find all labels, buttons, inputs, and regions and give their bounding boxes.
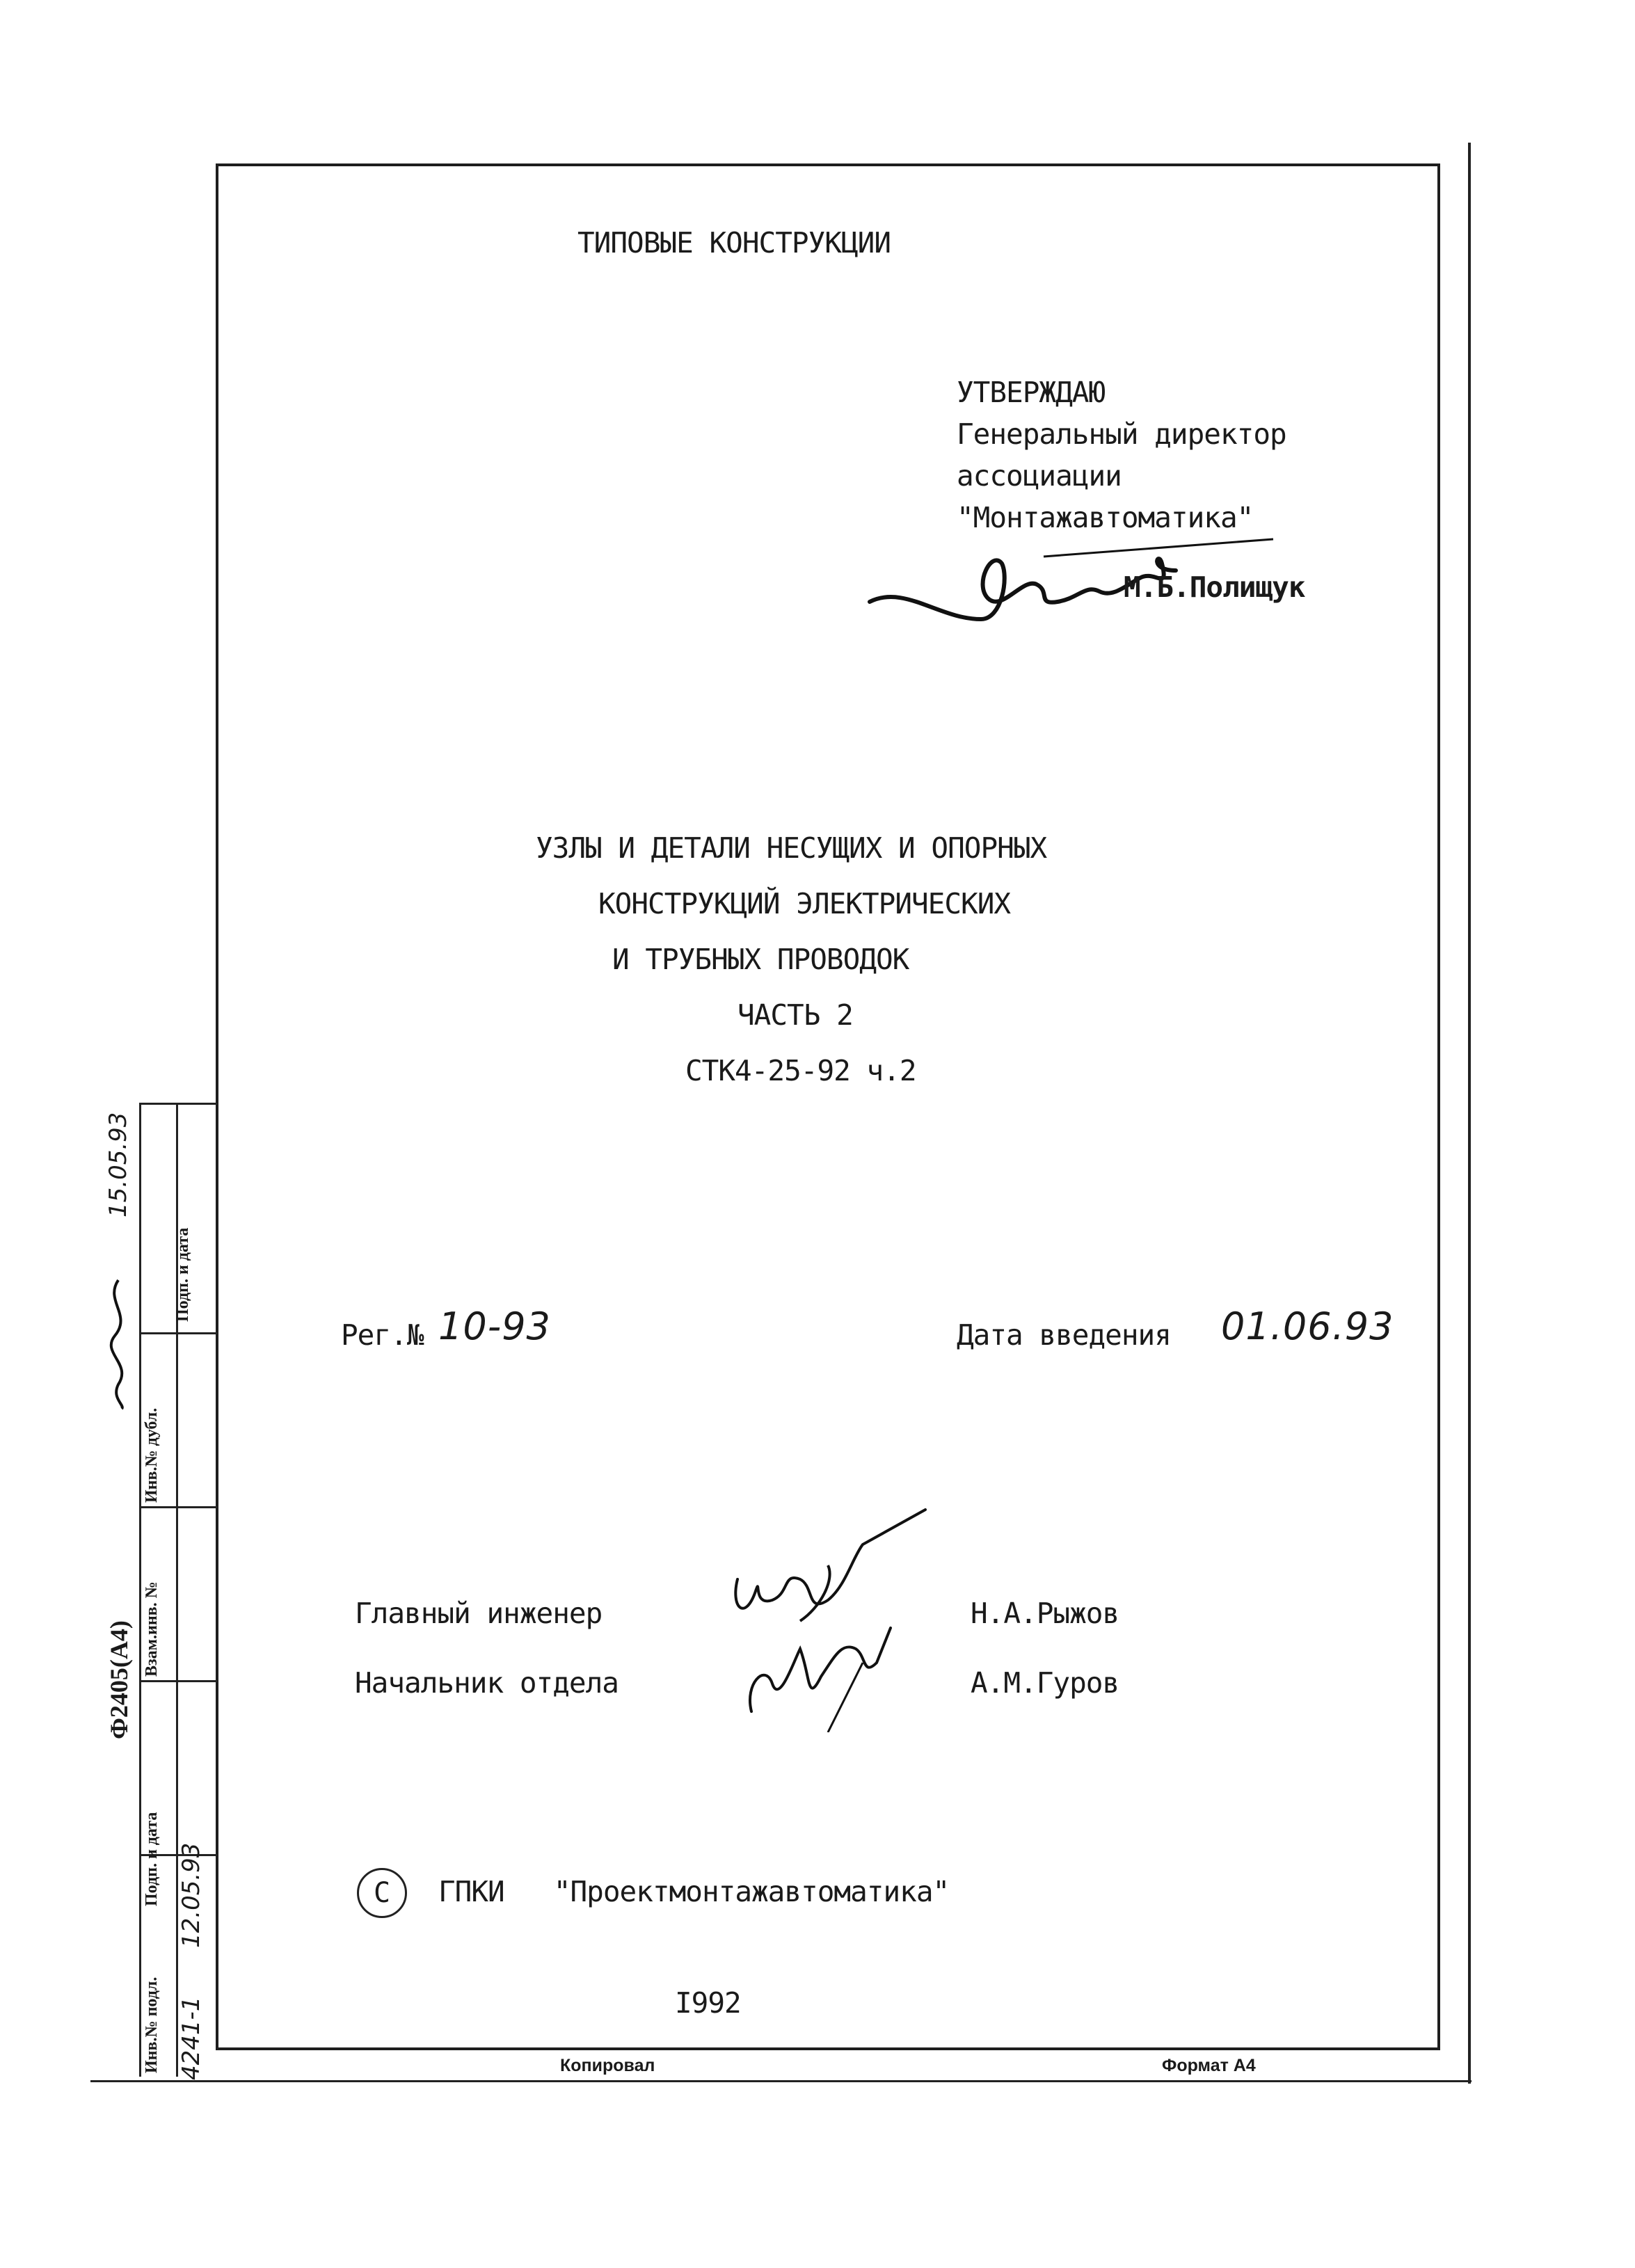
signatory-name-2: А.М.Гуров [971,1666,1119,1700]
stamp-signature [97,1273,139,1412]
engineer-signatures [724,1503,932,1732]
stamp-label-vzam-inv: Взам.инв. № [143,1581,161,1677]
footer-format: Формат А4 [1162,2056,1256,2075]
form-code: Ф2405(А4) [105,1620,133,1739]
stamp-label-inv-podl: Инв.№ подл. [143,1976,161,2073]
reg-value: 10-93 [438,1304,551,1348]
stamp-label-podp-data-2: Подп. и дата [174,1227,192,1322]
title-part: ЧАСТЬ 2 [737,998,853,1032]
approval-org-line1: ассоциации [957,459,1122,493]
footer-copied: Копировал [560,2056,655,2075]
signatory-role-1: Главный инженер [355,1597,603,1630]
series-title: ТИПОВЫЕ КОНСТРУКЦИИ [577,226,891,259]
date-value: 01.06.93 [1221,1304,1394,1348]
approval-position: Генеральный директор [957,417,1286,451]
stamp-label-inv-dubl: Инв.№ дубл. [143,1407,161,1503]
title-code: СТК4-25-92 ч.2 [685,1054,916,1087]
approval-label: УТВЕРЖДАЮ [957,376,1106,409]
right-edge-line [1468,143,1471,2084]
signatory-name-1: Н.А.Рыжов [971,1597,1119,1630]
approval-name: М.Б.Полищук [1124,570,1305,604]
stamp-value-inv-podl: 4241-1 [177,1996,205,2080]
year: I992 [675,1986,741,2020]
copyright-symbol: С [357,1868,407,1918]
bottom-edge-line [90,2080,1472,2082]
reg-label: Рег.№ [341,1318,424,1352]
copyright-text: ГПКИ "Проектмонтажавтоматика" [438,1875,950,1908]
date-label: Дата введения [957,1318,1171,1352]
stamp-value-podp-data-1: 12.05.93 [177,1842,205,1948]
signatory-role-2: Начальник отдела [355,1666,619,1700]
stamp-value-podp-data-2: 15.05.93 [104,1112,132,1217]
title-line-1: УЗЛЫ И ДЕТАЛИ НЕСУЩИХ И ОПОРНЫХ [536,831,1047,865]
title-line-2: КОНСТРУКЦИЙ ЭЛЕКТРИЧЕСКИХ [598,887,1011,920]
approval-org-line2: "Монтажавтоматика" [957,501,1254,534]
title-line-3: И ТРУБНЫХ ПРОВОДОК [612,943,909,976]
stamp-label-podp-data-1: Подп. и дата [143,1812,161,1906]
